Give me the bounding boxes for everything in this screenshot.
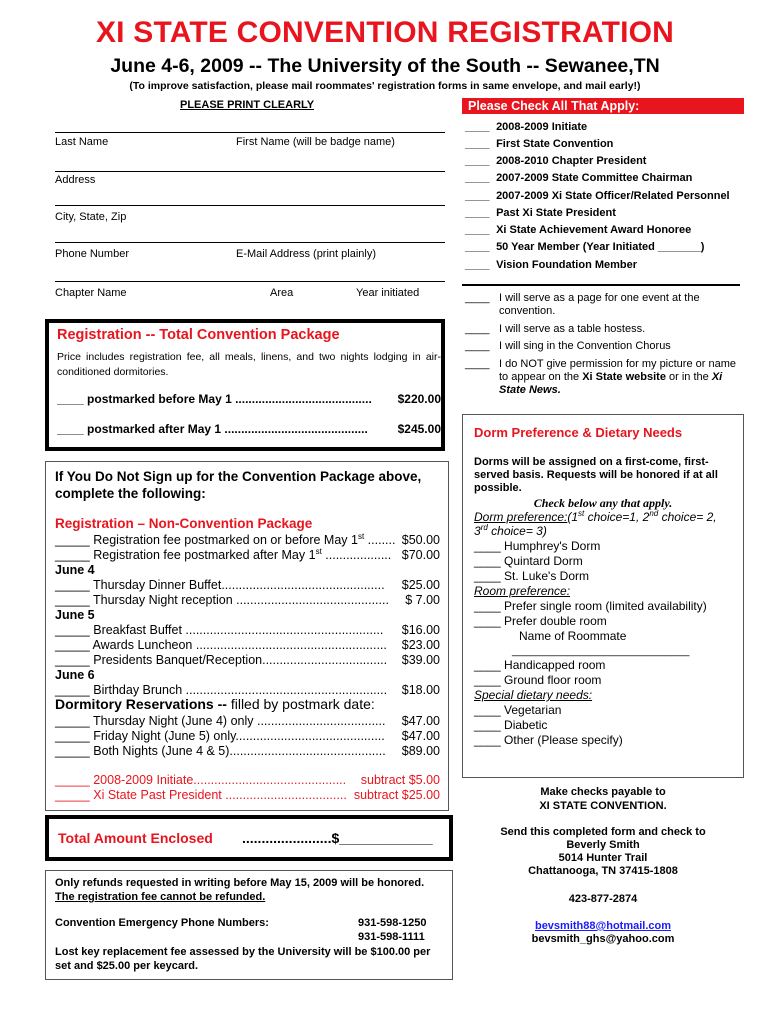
recipient-name: Beverly Smith [566, 839, 640, 851]
non-package-title: Registration – Non-Convention Package [55, 516, 313, 531]
thursday-night-row[interactable]: _____ Thursday Night (June 4) only ..................................... $47.00 [55, 714, 440, 728]
both-nights-row[interactable]: _____ Both Nights (June 4 & 5)............................................. $89.00 [55, 744, 440, 758]
checklist-item[interactable]: ____ 2007-2009 Xi State Officer/Related Personnel [465, 190, 730, 202]
print-clearly-label: PLEASE PRINT CLEARLY [180, 99, 315, 111]
checklist-item[interactable]: ____ 2007-2009 State Committee Chairman [465, 172, 693, 184]
humphrey-option[interactable]: ____ Humphrey's Dorm [474, 539, 601, 553]
checklist-item[interactable]: ____ 2008-2010 Chapter President [465, 155, 647, 167]
quintard-option[interactable]: ____ Quintard Dorm [474, 554, 583, 568]
recipient-street: 5014 Hunter Trail [558, 852, 648, 864]
package-description: Price includes registration fee, all meals, linens, and two nights lodging in air-conditioned dormitories. [57, 351, 441, 378]
past-president-discount-row[interactable]: _____ Xi State Past President ................................... subtract $25.00 [55, 788, 440, 802]
emergency-phone-2: 931-598-1111 [358, 931, 425, 943]
check-all-header: Please Check All That Apply: [462, 98, 744, 114]
thursday-dinner-row[interactable]: _____ Thursday Dinner Buffet............................................... $25.00 [55, 578, 440, 592]
email-2: bevsmith_ghs@yahoo.com [531, 933, 675, 945]
st-lukes-option[interactable]: ____ St. Luke's Dorm [474, 569, 590, 583]
initiate-discount-row[interactable]: _____ 2008-2009 Initiate............................................ subtract $5.00 [55, 773, 440, 787]
thursday-reception-row[interactable]: _____ Thursday Night reception ............................................ $ 7.00 [55, 593, 440, 607]
area-label: Area [270, 287, 294, 299]
breakfast-row[interactable]: _____ Breakfast Buffet ......................................................... $16.00 [55, 623, 440, 637]
checklist-item[interactable]: ____ Xi State Achievement Award Honoree [465, 224, 692, 236]
presidents-banquet-row[interactable]: _____ Presidents Banquet/Reception.................................... $39.00 [55, 653, 440, 667]
emergency-label: Convention Emergency Phone Numbers: [55, 917, 269, 929]
june4-heading: June 4 [55, 563, 95, 577]
payee: XI STATE CONVENTION. [539, 800, 667, 812]
page-title: XI STATE CONVENTION REGISTRATION [95, 16, 675, 49]
checklist-item[interactable]: ____ 50 Year Member (Year Initiated _______) [465, 241, 705, 253]
checklist-item[interactable]: ____ 2008-2009 Initiate [465, 121, 588, 133]
payable-label: Make checks payable to [540, 786, 666, 798]
name-line[interactable] [55, 132, 445, 133]
divider [462, 284, 740, 286]
double-room-option[interactable]: ____ Prefer double room [474, 614, 607, 628]
non-package-intro: If You Do Not Sign up for the Convention Package above, complete the following: [55, 469, 422, 501]
june5-heading: June 5 [55, 608, 95, 622]
phone-line[interactable] [55, 242, 445, 243]
dorm-reservations-heading: Dormitory Reservations -- filled by postmark date: [55, 696, 375, 712]
diabetic-option[interactable]: ____ Diabetic [474, 718, 548, 732]
key-fee-note: Lost key replacement fee assessed by the University will be $100.00 per set and $25.00 per keycard. [55, 946, 431, 972]
postmarked-after-row[interactable]: ____ postmarked after May 1 ........................................... $245.00 [57, 422, 441, 436]
dorm-preference-label: Dorm preference:(1st choice=1, 2nd choice= 2, 3rd choice= 3) [474, 509, 717, 538]
postmarked-before-row[interactable]: ____ postmarked before May 1 ......................................... $220.00 [57, 392, 441, 406]
vegetarian-option[interactable]: ____ Vegetarian [474, 703, 562, 717]
first-name-label: First Name (will be badge name) [236, 136, 395, 148]
handicapped-option[interactable]: ____ Handicapped room [474, 658, 606, 672]
roommate-label: Name of Roommate [519, 629, 627, 643]
refund-policy: Only refunds requested in writing before May 15, 2009 will be honored. [55, 877, 425, 889]
recipient-phone: 423-877-2874 [568, 893, 638, 905]
check-below-note: Check below any that apply. [533, 496, 673, 510]
last-name-label: Last Name [55, 136, 109, 148]
awards-luncheon-row[interactable]: _____ Awards Luncheon ....................................................... $23.00 [55, 638, 440, 652]
single-room-option[interactable]: ____ Prefer single room (limited availability) [474, 599, 707, 613]
event-subtitle: June 4-6, 2009 -- The University of the South -- Sewanee,TN [110, 55, 660, 77]
checklist-item[interactable]: ____ First State Convention [465, 138, 614, 150]
chapter-label: Chapter Name [55, 287, 127, 299]
refund-note: The registration fee cannot be refunded. [55, 891, 266, 903]
roommate-field[interactable]: _____________________________ [512, 645, 690, 657]
room-preference-label: Room preference: [474, 584, 571, 598]
address-line[interactable] [55, 171, 445, 172]
ground-floor-option[interactable]: ____ Ground floor room [474, 673, 602, 687]
checklist-item[interactable]: ____ Vision Foundation Member [465, 259, 638, 271]
total-label: Total Amount Enclosed [58, 830, 213, 846]
package-title: Registration -- Total Convention Package [57, 327, 340, 343]
email-link-1[interactable]: bevsmith88@hotmail.com [534, 920, 672, 932]
other-diet-option[interactable]: ____ Other (Please specify) [474, 733, 623, 747]
fee-after-row[interactable]: _____ Registration fee postmarked after May 1st ................... $70.00 [55, 546, 440, 562]
year-initiated-label: Year initiated [356, 287, 420, 299]
city-line[interactable] [55, 205, 445, 206]
address-label: Address [55, 174, 96, 186]
chapter-line[interactable] [55, 281, 445, 282]
friday-night-row[interactable]: _____ Friday Night (June 5) only........................................... $47.00 [55, 729, 440, 743]
checklist-item[interactable]: ____ Past Xi State President [465, 207, 616, 219]
dietary-label: Special dietary needs: [474, 688, 593, 702]
dorm-intro: Dorms will be assigned on a first-come, first-served basis. Requests will be honored if at all possible. [474, 456, 718, 494]
send-to-label: Send this completed form and check to [500, 826, 706, 838]
recipient-city: Chattanooga, TN 37415-1808 [528, 865, 678, 877]
mailing-note: (To improve satisfaction, please mail roommates' registration forms in same envelope, and mail early!) [129, 80, 641, 92]
birthday-brunch-row[interactable]: _____ Birthday Brunch .......................................................... $18.00 [55, 683, 440, 697]
total-amount-field[interactable]: .......................$____________ [242, 830, 433, 846]
phone-label: Phone Number [55, 248, 129, 260]
email-label: E-Mail Address (print plainly) [236, 248, 376, 260]
emergency-phone-1: 931-598-1250 [358, 917, 427, 929]
city-state-zip-label: City, State, Zip [55, 211, 127, 223]
dorm-preference-title: Dorm Preference & Dietary Needs [474, 425, 683, 440]
june6-heading: June 6 [55, 668, 95, 682]
fee-before-row[interactable]: _____ Registration fee postmarked on or before May 1st ........ $50.00 [55, 531, 440, 547]
